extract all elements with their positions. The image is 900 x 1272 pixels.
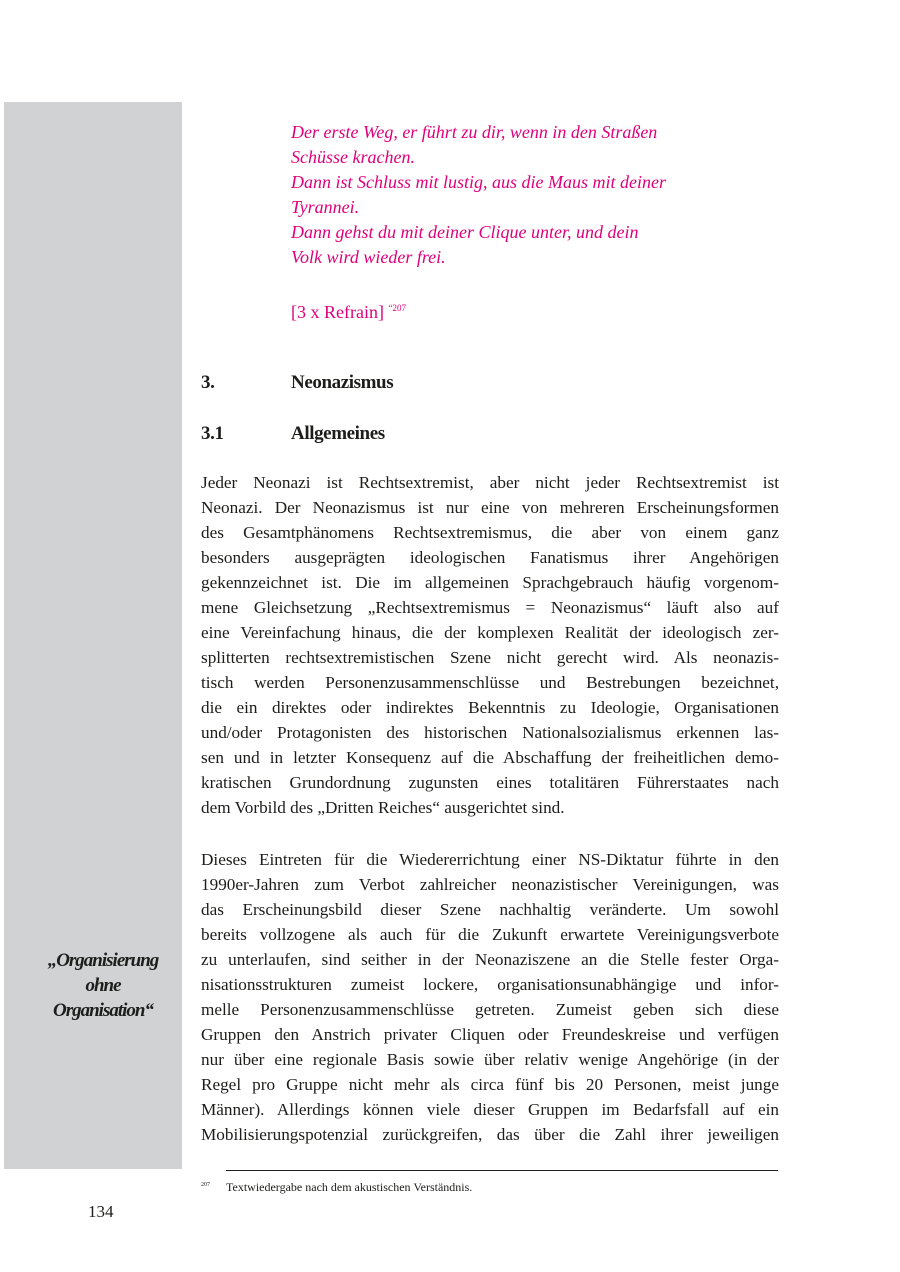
text-line: Dieses Eintreten für die Wiedererrichtung einer NS-Diktatur führte in den (201, 850, 779, 869)
text-line: mene Gleichsetzung „Rechtsextremismus = Neonazismus“ läuft also auf (201, 598, 779, 617)
footnote-ref-number: 207 (392, 303, 406, 313)
text-line: Jeder Neonazi ist Rechtsextremist, aber nicht jeder Rechtsextremist ist (201, 473, 779, 492)
section-title: Neonazismus (291, 372, 394, 393)
text-line: und/oder Protagonisten des historischen Nationalsozialismus erkennen las- (201, 723, 779, 742)
text-line: bereits vollzogene als auch für die Zukunft erwartete Vereinigungsverbote (201, 925, 779, 944)
text-line: zu unterlaufen, sind seither in der Neonaziszene an die Stelle fester Orga- (201, 950, 779, 969)
text-line: dem Vorbild des „Dritten Reiches“ ausgerichtet sind. (201, 798, 565, 817)
paragraph-1 (201, 470, 779, 820)
text-line: besonders ausgeprägten ideologischen Fanatismus ihrer Angehörigen (201, 548, 779, 567)
refrain-line (291, 296, 406, 325)
text-line: Neonazi. Der Neonazismus ist nur eine von mehreren Erscheinungsformen (201, 498, 779, 517)
lyrics-line: Der erste Weg, er führt zu dir, wenn in den Straßen (291, 122, 658, 142)
text-line: Regel pro Gruppe nicht mehr als circa fünf bis 20 Personen, meist junge (201, 1075, 779, 1094)
margin-note (18, 948, 188, 1023)
lyrics-line: Dann gehst du mit deiner Clique unter, und dein (291, 222, 639, 242)
lyrics-line: Schüsse krachen. (291, 147, 415, 167)
text-line: splitterten rechtsextremistischen Szene nicht gerecht wird. Als neonazis- (201, 648, 779, 667)
refrain-text: [3 x Refrain] (291, 302, 384, 322)
closing-quote-mark: “ (388, 303, 393, 313)
margin-note-line: ohne (85, 975, 121, 996)
footnote-text: Textwiedergabe nach dem akustischen Verständnis. (226, 1180, 473, 1194)
section-number: 3. (201, 372, 215, 393)
text-line: nur über eine regionale Basis sowie über relativ wenige Angehörige (in der (201, 1050, 779, 1069)
footnote-number: 207 (201, 1182, 210, 1188)
margin-note-line: „Organisierung (47, 950, 159, 971)
text-line: kratischen Grundordnung zugunsten eines totalitären Führerstaates nach (201, 773, 779, 792)
text-line: Mobilisierungspotenzial zurückgreifen, das über die Zahl ihrer jeweiligen (201, 1125, 779, 1144)
text-line: des Gesamtphänomens Rechtsextremismus, die aber von einem ganz (201, 523, 779, 542)
text-line: Gruppen den Anstrich privater Cliquen oder Freundeskreise und verfügen (201, 1025, 779, 1044)
lyrics-line: Tyrannei. (291, 197, 360, 217)
footnote (201, 1177, 472, 1195)
footnote-divider (226, 1170, 778, 1171)
text-line: eine Vereinfachung hinaus, die der komplexen Realität der ideologisch zer- (201, 623, 779, 642)
text-line: sen und in letzter Konsequenz auf die Abschaffung der freiheitlichen demo- (201, 748, 779, 767)
text-line: Männer). Allerdings können viele dieser Gruppen im Bedarfsfall auf ein (201, 1100, 779, 1119)
subsection-title: Allgemeines (291, 423, 385, 444)
lyrics-line: Dann ist Schluss mit lustig, aus die Maus mit deiner (291, 172, 666, 192)
text-line: 1990er-Jahren zum Verbot zahlreicher neonazistischer Vereinigungen, was (201, 875, 779, 894)
text-line: gekennzeichnet ist. Die im allgemeinen Sprachgebrauch häufig vorgenom- (201, 573, 779, 592)
lyrics-line: Volk wird wieder frei. (291, 247, 446, 267)
text-line: das Erscheinungsbild dieser Szene nachhaltig veränderte. Um sowohl (201, 900, 779, 919)
margin-note-line: Organisation“ (53, 1000, 153, 1021)
subsection-number: 3.1 (201, 423, 224, 444)
page-number: 134 (88, 1202, 114, 1221)
paragraph-2 (201, 847, 779, 1147)
text-line: tisch werden Personenzusammenschlüsse und Bestrebungen bezeichnet, (201, 673, 779, 692)
footnote-reference (388, 303, 406, 313)
text-line: melle Personenzusammenschlüsse getreten. Zumeist geben sich diese (201, 1000, 779, 1019)
text-line: nisationsstrukturen zumeist lockere, organisationsunabhängige und infor- (201, 975, 779, 994)
song-lyrics-quote (291, 120, 691, 270)
text-line: die ein direktes oder indirektes Bekenntnis zu Ideologie, Organisationen (201, 698, 779, 717)
